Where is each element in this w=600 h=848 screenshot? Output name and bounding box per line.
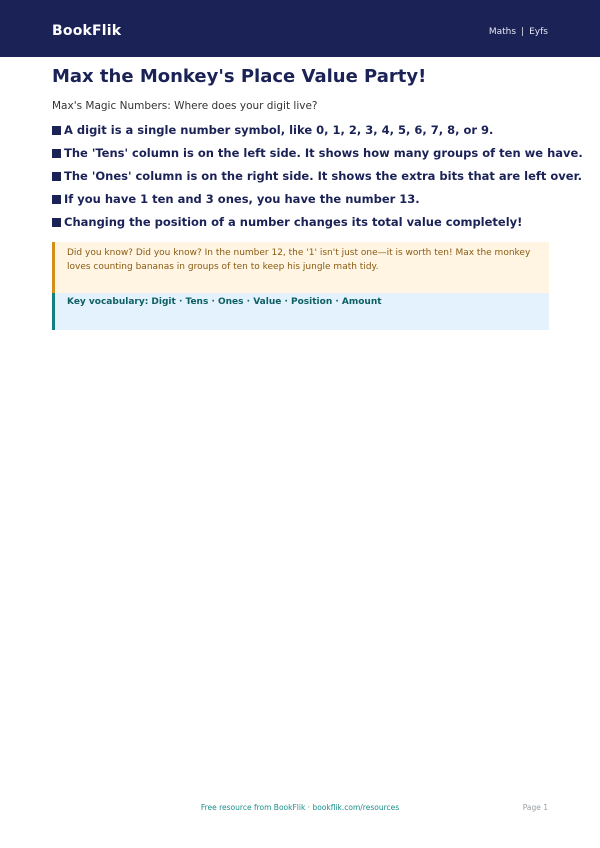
key-vocabulary-box: [52, 293, 549, 330]
square-bullet-icon: [52, 195, 61, 204]
list-item-text: A digit is a single number symbol, like 0, 1, 2, 3, 4, 5, 6, 7, 8, or 9.: [64, 123, 494, 137]
square-bullet-icon: [52, 126, 61, 135]
callout-text: Did you know? Did you know? In the number 12, the '1' isn't just one—it is worth ten! Max the monkey loves counting bananas in groups of ten to keep his jungle math tidy.: [67, 248, 531, 272]
did-you-know-callout: [52, 242, 549, 293]
page-number: Page 1: [522, 803, 548, 812]
list-item-text: The 'Ones' column is on the right side. It shows the extra bits that are left over.: [64, 169, 582, 183]
list-item: [52, 192, 552, 215]
page-subtitle: Max's Magic Numbers: Where does your digit live?: [52, 100, 318, 112]
list-item: [52, 146, 583, 169]
list-item-text: Changing the position of a number changes its total value completely!: [64, 215, 523, 229]
brand-logo[interactable]: BookFlik: [52, 23, 122, 39]
list-item-text: If you have 1 ten and 3 ones, you have the number 13.: [64, 192, 420, 206]
list-item: [52, 123, 552, 146]
breadcrumb-subject[interactable]: Maths: [488, 27, 517, 37]
site-header: [0, 0, 600, 57]
square-bullet-icon: [52, 218, 61, 227]
square-bullet-icon: [52, 172, 61, 181]
vocabulary-text: Key vocabulary: Digit · Tens · Ones · Value · Position · Amount: [67, 297, 382, 307]
breadcrumb-separator: |: [521, 27, 525, 37]
breadcrumb-level[interactable]: Eyfs: [529, 27, 548, 37]
page-title: Max the Monkey's Place Value Party!: [52, 66, 427, 87]
square-bullet-icon: [52, 149, 61, 158]
list-item: [52, 169, 582, 192]
list-item: [52, 215, 552, 238]
footer-credit[interactable]: Free resource from BookFlik · bookflik.com/resources: [200, 803, 400, 812]
list-item-text: The 'Tens' column is on the left side. It shows how many groups of ten we have.: [64, 146, 583, 160]
fact-list: [52, 123, 583, 238]
breadcrumb: [489, 27, 548, 37]
